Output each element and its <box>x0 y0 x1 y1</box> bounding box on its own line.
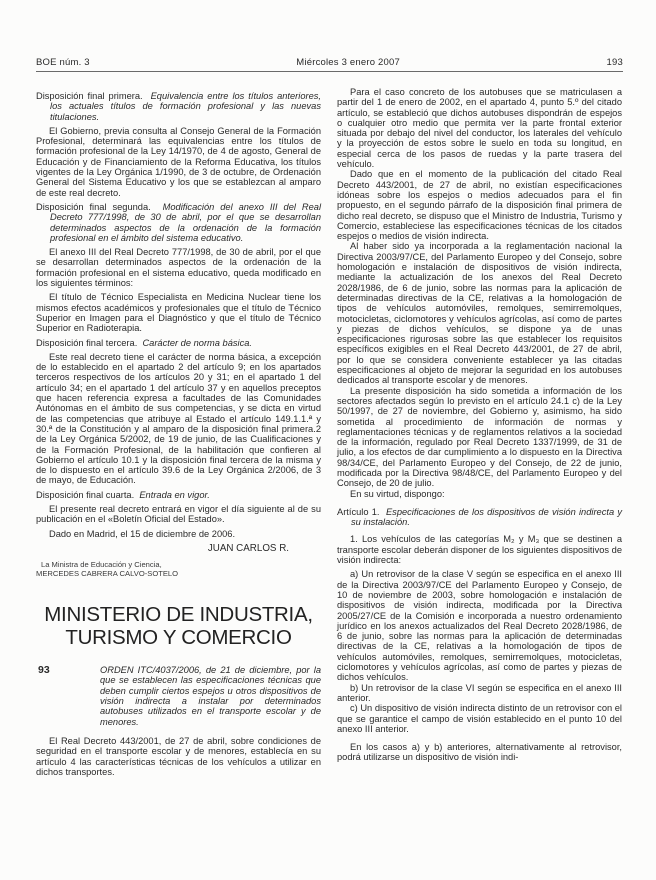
paragraph: a) Un retrovisor de la clase V según se especifica en el anexo III de la Directiva 2003/97/CE del Parlamento Europeo y Consejo, de 10 de noviembre de 2003, sobre homologación e instalación de dispositivos de visión indirecta, modificada por la Directiva 2005/27/CE de la Comisión e incorporada a nuestro ordenamiento jurídico en los anexos actualizados del Real Decreto 2028/1986, de 6 de junio, sobre las normas para la aplicación de determinadas directivas de la CE, relativas a la homologación de tipos de vehículos automóviles, remolques, semirremolques, motocicletas, ciclomotores y vehículos agrícolas, así como de partes y piezas de dichos vehículos. <box>337 569 622 683</box>
heading-label: Disposición final segunda. <box>36 201 151 212</box>
run-in-heading <box>337 507 622 528</box>
header-issue: BOE núm. 3 <box>36 57 90 68</box>
heading-title: Modificación del anexo III del Real Decreto 777/1998, de 30 de abril, por el que se desarrollan determinados aspectos de la ordenación de la formación profesional en el ámbito del sistema educativo. <box>50 201 322 243</box>
header-date: Miércoles 3 enero 2007 <box>296 57 400 68</box>
run-in-heading <box>36 202 321 243</box>
order-number: 93 <box>38 664 50 677</box>
order-title: ORDEN ITC/4037/2006, de 21 de diciembre, por la que se establecen las especificaciones técnicas que deben cumplir ciertos espejos u otros dispositivos de visión indirecta a instalar por determinados autobuses utilizados en el transporte escolar y de menores. <box>100 665 321 727</box>
paragraph: c) Un dispositivo de visión indirecta distinto de un retrovisor con el que se garantice el campo de visión establecido en el punto 10 del anexo III anterior. <box>337 703 622 734</box>
paragraph: El anexo III del Real Decreto 777/1998, de 30 de abril, por el que se desarrollan determinados aspectos de la ordenación de la formación profesional en el sistema educativo, queda modificado en los siguientes términos: <box>36 247 321 289</box>
run-in-heading <box>36 338 321 348</box>
heading-label: Artículo 1. <box>337 506 380 517</box>
royal-signature: JUAN CARLOS R. <box>207 542 289 554</box>
paragraph: Dado que en el momento de la publicación del citado Real Decreto 443/2001, de 27 de abril, no existían especificaciones idóneas sobre los espejos o medios adecuados para el fin propuesto, en el segundo párrafo de la disposición final primera de dicho real decreto, se dispuso que el Ministro de Industria, Turismo y Comercio, estableciese las especificaciones técnicas de los citados espejos o medios de visión indirecta. <box>337 169 622 242</box>
heading-label: Disposición final primera. <box>36 91 143 101</box>
order-item <box>36 665 321 727</box>
paragraph: El Real Decreto 443/2001, de 27 de abril, sobre condiciones de seguridad en el transporte escolar y de menores, establecía en su artículo 4 las características técnicas de los vehículos a utilizar en dichos transportes. <box>36 735 321 777</box>
ministry-heading-line: MINISTERIO DE INDUSTRIA, <box>44 603 313 627</box>
paragraph: La presente disposición ha sido sometida a información de los sectores afectados según lo previsto en el artículo 24.1 c) de la Ley 50/1997, de 27 de noviembre, del Gobierno y, asimismo, ha sido sometida al procedimiento de información de normas y reglamentaciones técnicas y de reglamentos relativos a la sociedad de la información, regulado por Real Decreto 1337/1999, de 31 de julio, a los efectos de dar cumplimiento a lo dispuesto en la Directiva 98/34/CE, del Parlamento Europeo y del Consejo, de 22 de junio, modificada por la Directiva 98/48/CE, del Parlamento Europeo y del Consejo, de 20 de julio. <box>337 385 622 489</box>
paragraph: 1. Los vehículos de las categorías M₂ y M₃ que se destinen a transporte escolar deberán disponer de los siguientes dispositivos de visión indirecta: <box>337 534 622 566</box>
heading-title: Entrada en vigor. <box>139 489 210 500</box>
paragraph: b) Un retrovisor de la clase VI según se especifica en el anexo III anterior. <box>337 682 622 703</box>
heading-label: Disposición final cuarta. <box>36 489 135 500</box>
paragraph: Dado en Madrid, el 15 de diciembre de 2006. <box>49 528 236 539</box>
ministry-heading-line: TURISMO Y COMERCIO <box>65 626 292 650</box>
text-columns <box>36 87 623 777</box>
run-in-heading <box>36 490 321 500</box>
paragraph: El presente real decreto entrará en vigor el día siguiente al de su publicación en el «Boletín Oficial del Estado». <box>36 503 321 525</box>
header-rule <box>36 71 623 72</box>
minister-signature-line: MERCEDES CABRERA CALVO-SOTELO <box>36 569 179 579</box>
paragraph: En su virtud, dispongo: <box>350 488 445 499</box>
minister-signature-line: La Ministra de Educación y Ciencia, <box>41 560 162 570</box>
minister-signature <box>36 560 321 578</box>
paragraph: El Gobierno, previa consulta al Consejo General de la Formación Profesional, determinará las equivalencias entre los títulos de formación profesional de la Ley 14/1970, de 4 de agosto, General de Educación y de Financiamiento de la Reforma Educativa, los títulos vigentes de la Ley Orgánica 1/1990, de 3 de octubre, de Ordenación General del Sistema Educativo y los que se establezcan al amparo de este real decreto. <box>36 125 321 198</box>
paragraph: Este real decreto tiene el carácter de norma básica, a excepción de lo establecido en el apartado 2 del artículo 9; en los apartados terceros respectivos de los artículos 20 y 31; en el apartado 1 del artículo 34; en el apartado 1 del artículo 37 y en aquellos preceptos que hacen referencia expresa a facultades de las Comunidades Autónomas en el ámbito de sus competencias, y se dicta en virtud de las competencias que atribuye al Estado el artículo 149.1.1.ª y 30.ª de la Constitución y al amparo de la disposición final primera.2 de la Ley Orgánica 5/2002, de 19 de junio, de las Cualificaciones y de la Formación Profesional, de la habilitación que confieren al Gobierno el artículo 10.1 y la disposición final tercera de la misma y de lo dispuesto en el artículo 39.6 de la Ley Orgánica 2/2006, de 3 de mayo, de Educación. <box>36 351 321 486</box>
paragraph: Al haber sido ya incorporada a la reglamentación nacional la Directiva 2003/97/CE, del Parlamento Europeo y del Consejo, sobre homologación e instalación de dispositivos de visión indirecta, mediante la actualización de los anexos del Real Decreto 2028/1986, de 6 de junio, sobre las normas para la aplicación de determinadas directivas de la CE, relativas a la homologación de tipos de vehículos automóviles, remolques, semirremolques, motocicletas, ciclomotores y vehículos agrícolas, así como de partes y piezas de dichos vehículos, se dispone ya de unas especificaciones rigurosas sobre las que establecer los requisitos específicos exigibles en el Real Decreto 443/2001, de 27 de abril, por lo que se considera conveniente establecer ya las citadas especificaciones al objeto de mejorar la seguridad en los autobuses dedicados al transporte escolar y de menores. <box>337 241 622 386</box>
run-in-heading <box>36 91 321 122</box>
paragraph: Para el caso concreto de los autobuses que se matriculasen a partir del 1 de enero de 2002, en el apartado 4, punto 5.º del citado artículo, se estableció que dichos autobuses dispondrán de espejos o cualquier otro medio que permita ver la parte frontal exterior situada por debajo del nivel del conductor, los laterales del vehículo y la proyección de estos sobre le suelo en toda su longitud, en especial cerca de los pasos de ruedas y la parte trasera del vehículo. <box>337 87 622 170</box>
heading-title: Carácter de norma básica. <box>142 337 253 348</box>
header-page-number: 193 <box>606 57 623 68</box>
heading-label: Disposición final tercera. <box>36 337 138 348</box>
heading-title: Equivalencia entre los títulos anteriores, los actuales títulos de formación profesional y las nuevas titulaciones. <box>50 91 322 122</box>
paragraph: El título de Técnico Especialista en Medicina Nuclear tiene los mismos efectos académicos y profesionales que el título de Técnico Superior en Imagen para el Diagnóstico y que el título de Técnico Superior en Radioterapia. <box>36 292 321 334</box>
heading-title: Especificaciones de los dispositivos de visión indirecta y su instalación. <box>351 506 622 528</box>
ministry-heading <box>36 603 321 649</box>
page-header <box>36 57 623 68</box>
paragraph: En los casos a) y b) anteriores, alternativamente al retrovisor, podrá utilizarse un dispositivo de visión indi- <box>337 742 622 763</box>
right-column <box>337 87 622 777</box>
left-column <box>36 87 321 777</box>
